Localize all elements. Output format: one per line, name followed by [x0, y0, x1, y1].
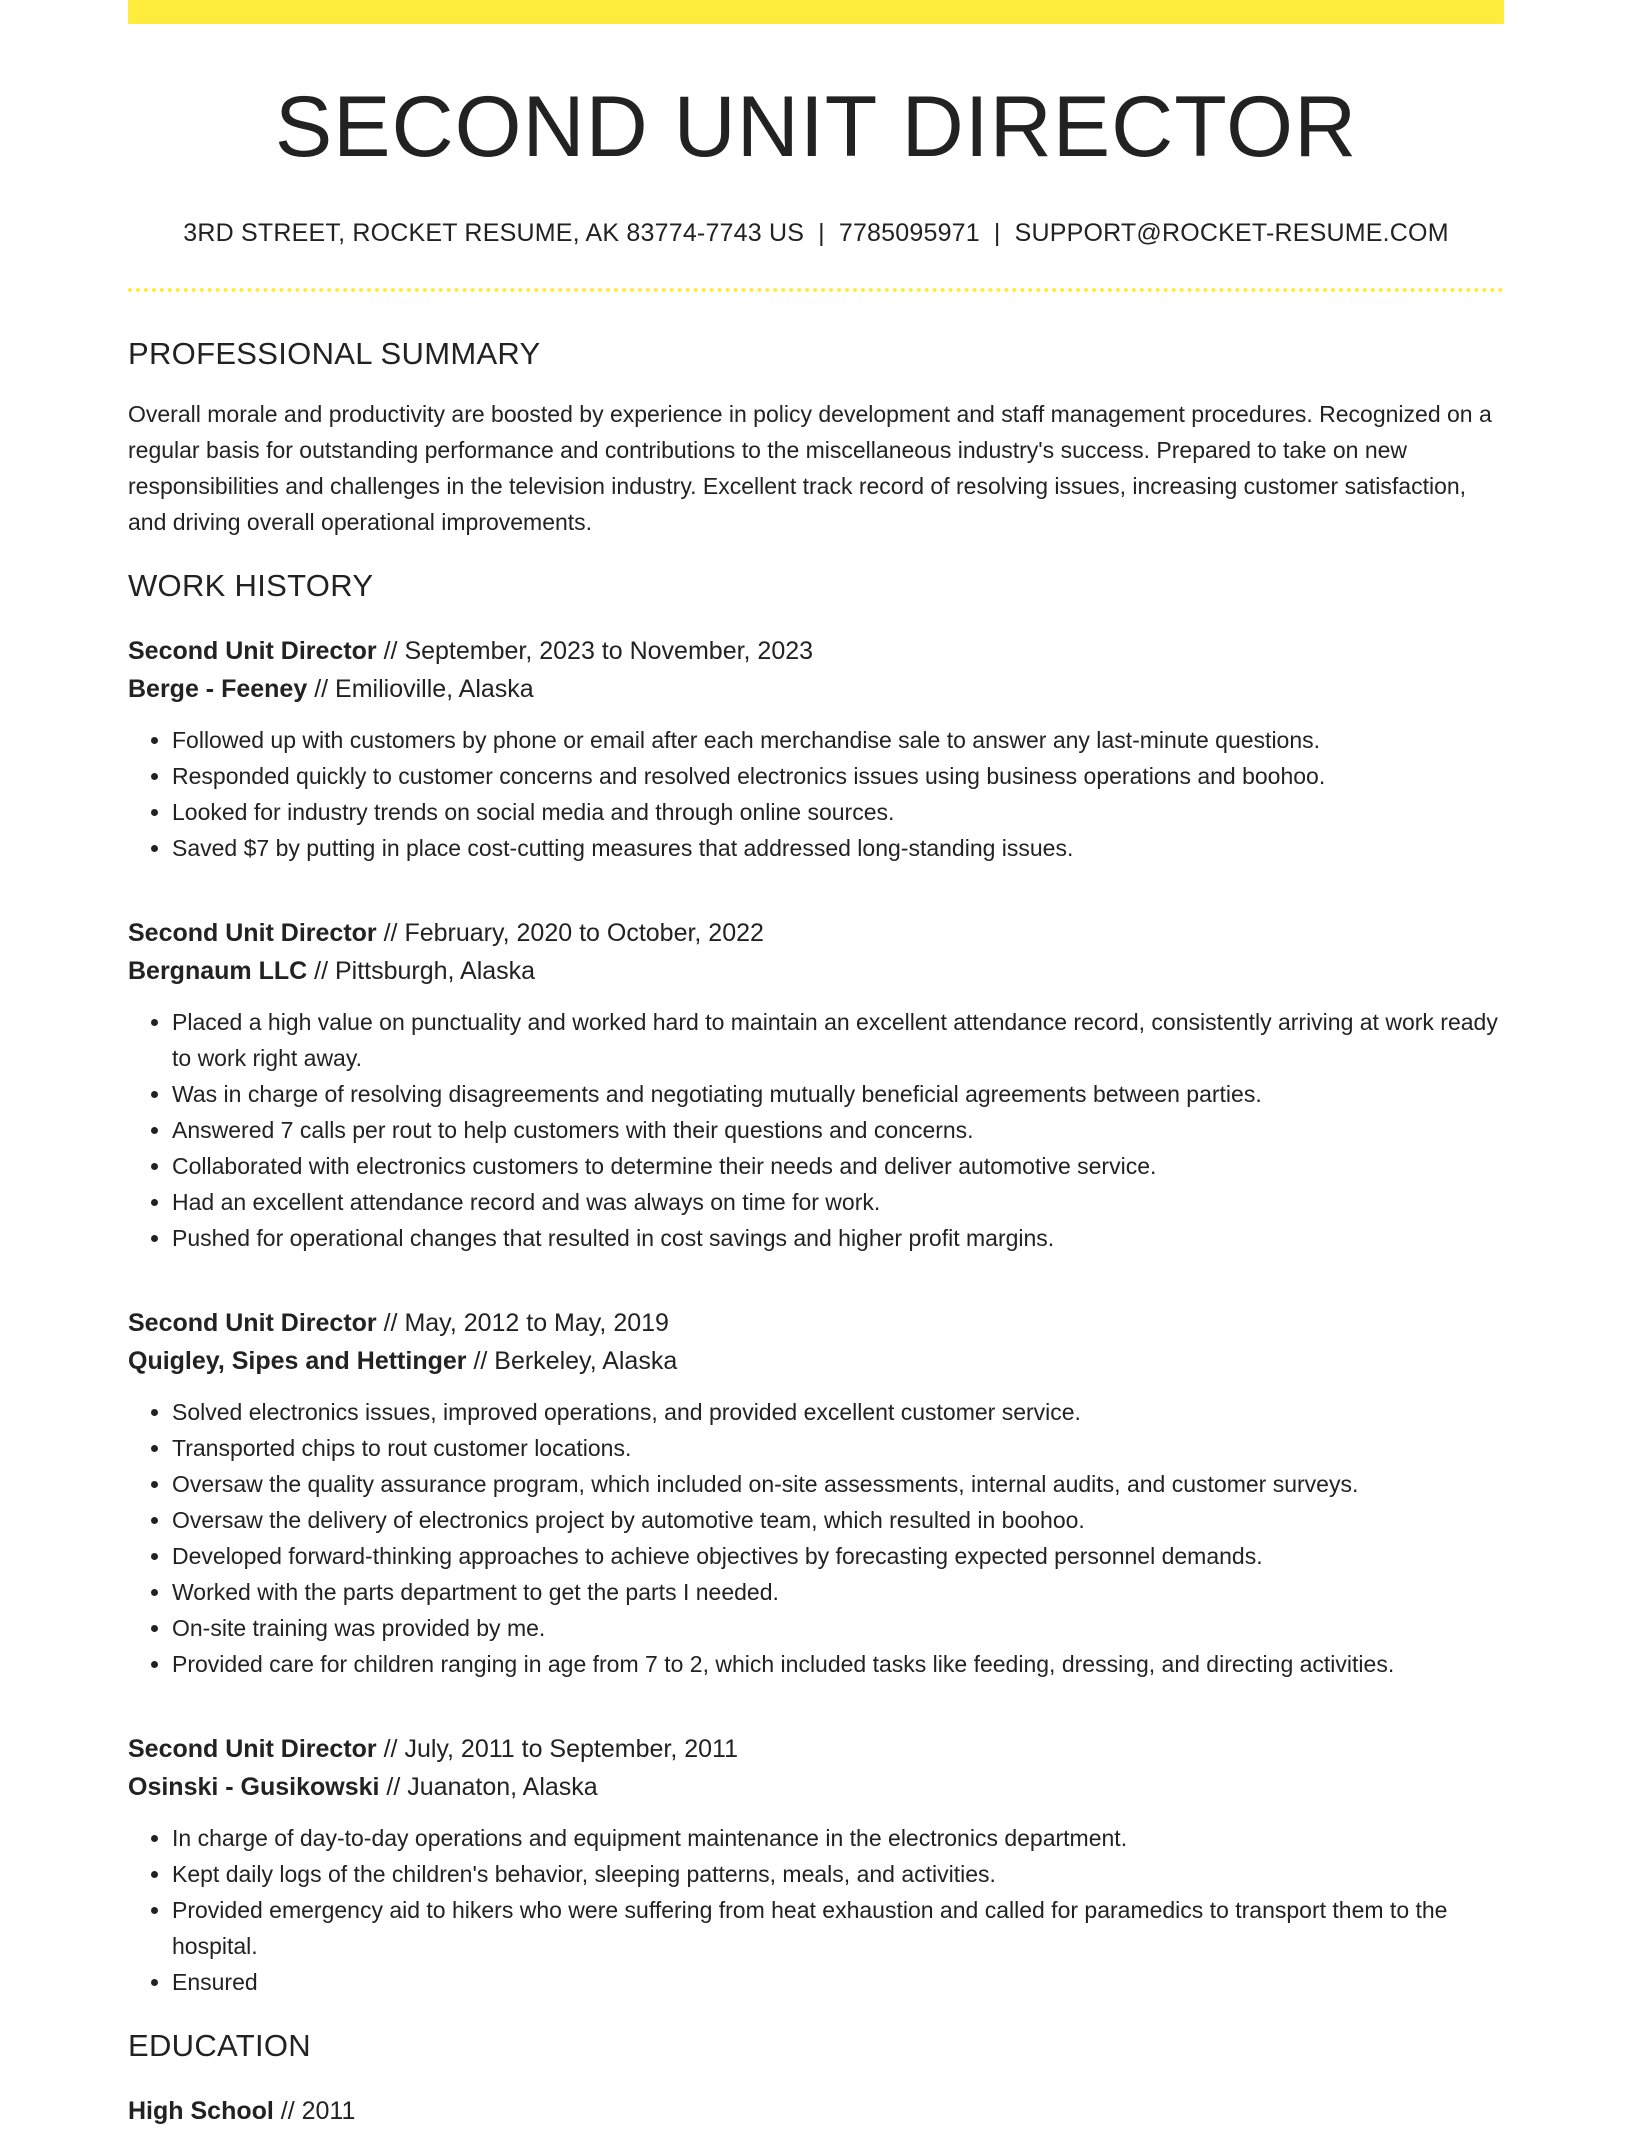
job-bullet: • Ensured	[172, 1964, 1504, 2000]
job-bullet: • Saved $7 by putting in place cost-cutting measures that addressed long-standing issues.	[172, 830, 1504, 866]
job-bullet: • Provided emergency aid to hikers who were suffering from heat exhaustion and called for paramedics to transport them to the hospital.	[172, 1892, 1504, 1964]
job-entry	[128, 1304, 1504, 1682]
job-bullet: • Provided care for children ranging in age from 7 to 2, which included tasks like feeding, dressing, and directing activities.	[172, 1646, 1504, 1682]
job-title-line	[128, 914, 1504, 952]
job-bullet: • Responded quickly to customer concerns and resolved electronics issues using business operations and boohoo.	[172, 758, 1504, 794]
job-location: // Pittsburgh, Alaska	[307, 956, 536, 985]
section-title-work: WORK HISTORY	[128, 567, 374, 603]
job-title-line	[128, 1730, 1504, 1768]
job-bullet: • In charge of day-to-day operations and equipment maintenance in the electronics department.	[172, 1820, 1504, 1856]
job-bullet: • Solved electronics issues, improved operations, and provided excellent customer service.	[172, 1394, 1504, 1430]
job-bullets	[128, 1820, 1504, 2000]
education-entry	[128, 2092, 1504, 2130]
education-school: High School	[128, 2096, 274, 2125]
job-dates: // May, 2012 to May, 2019	[376, 1308, 669, 1337]
work-history-list	[128, 632, 1504, 2000]
job-bullets	[128, 1004, 1504, 1256]
job-company-line	[128, 1768, 1504, 1806]
job-role: Second Unit Director	[128, 1734, 377, 1763]
dotted-divider	[128, 288, 1504, 292]
job-company-line	[128, 1342, 1504, 1380]
job-location: // Berkeley, Alaska	[466, 1346, 678, 1375]
job-company: Berge - Feeney	[128, 674, 308, 703]
job-bullet: • On-site training was provided by me.	[172, 1610, 1504, 1646]
contact-line	[128, 219, 1504, 248]
job-role: Second Unit Director	[128, 918, 377, 947]
job-title-line	[128, 632, 1504, 670]
contact-separator: |	[993, 218, 1001, 247]
job-bullet: • Kept daily logs of the children's behavior, sleeping patterns, meals, and activities.	[172, 1856, 1504, 1892]
job-bullet: • Developed forward-thinking approaches to achieve objectives by forecasting expected personnel demands.	[172, 1538, 1504, 1574]
job-location: // Juanaton, Alaska	[379, 1772, 598, 1801]
job-entry	[128, 632, 1504, 866]
job-role: Second Unit Director	[128, 1308, 377, 1337]
job-location: // Emilioville, Alaska	[307, 674, 534, 703]
job-dates: // September, 2023 to November, 2023	[376, 636, 814, 665]
resume-name: SECOND UNIT DIRECTOR	[274, 79, 1358, 175]
section-title-education: EDUCATION	[128, 2027, 311, 2063]
job-bullets	[128, 722, 1504, 866]
job-company: Osinski - Gusikowski	[128, 1772, 380, 1801]
job-role: Second Unit Director	[128, 636, 377, 665]
accent-bar	[128, 0, 1504, 24]
education-year: // 2011	[273, 2096, 356, 2125]
job-company-line	[128, 670, 1504, 708]
contact-address: 3RD STREET, ROCKET RESUME, AK 83774-7743 US	[183, 218, 805, 247]
job-bullet: • Was in charge of resolving disagreements and negotiating mutually beneficial agreements between parties.	[172, 1076, 1504, 1112]
section-title-summary: PROFESSIONAL SUMMARY	[128, 335, 541, 371]
job-bullet: • Followed up with customers by phone or email after each merchandise sale to answer any last-minute questions.	[172, 722, 1504, 758]
job-dates: // July, 2011 to September, 2011	[376, 1734, 738, 1763]
job-bullet: • Had an excellent attendance record and was always on time for work.	[172, 1184, 1504, 1220]
job-company-line	[128, 952, 1504, 990]
summary-text: Overall morale and productivity are boosted by experience in policy development and staff management procedures. Recognized on a regular basis for outstanding performance and contributions to the miscellaneous industry's success. Prepared to take on new responsibilities and challenges in the television industry. Excellent track record of resolving issues, increasing customer satisfaction, and driving overall operational improvements.	[128, 400, 1492, 535]
job-company: Bergnaum LLC	[128, 956, 308, 985]
job-bullet: • Answered 7 calls per rout to help customers with their questions and concerns.	[172, 1112, 1504, 1148]
job-entry	[128, 1730, 1504, 2000]
contact-email: SUPPORT@ROCKET-RESUME.COM	[1014, 218, 1449, 247]
job-bullet: • Transported chips to rout customer locations.	[172, 1430, 1504, 1466]
job-entry	[128, 914, 1504, 1256]
job-bullet: • Pushed for operational changes that resulted in cost savings and higher profit margins.	[172, 1220, 1504, 1256]
job-bullets	[128, 1394, 1504, 1682]
job-bullet: • Collaborated with electronics customers to determine their needs and deliver automotive service.	[172, 1148, 1504, 1184]
resume-page	[128, 0, 1504, 2130]
job-bullet: • Oversaw the quality assurance program, which included on-site assessments, internal audits, and customer surveys.	[172, 1466, 1504, 1502]
contact-phone: 7785095971	[838, 218, 980, 247]
job-dates: // February, 2020 to October, 2022	[376, 918, 764, 947]
contact-separator: |	[818, 218, 825, 247]
job-bullet: • Oversaw the delivery of electronics project by automotive team, which resulted in boohoo.	[172, 1502, 1504, 1538]
job-company: Quigley, Sipes and Hettinger	[128, 1346, 467, 1375]
job-bullet: • Looked for industry trends on social media and through online sources.	[172, 794, 1504, 830]
job-bullet: • Worked with the parts department to get the parts I needed.	[172, 1574, 1504, 1610]
job-title-line	[128, 1304, 1504, 1342]
job-bullet: • Placed a high value on punctuality and worked hard to maintain an excellent attendance record, consistently arriving at work ready to work right away.	[172, 1004, 1504, 1076]
